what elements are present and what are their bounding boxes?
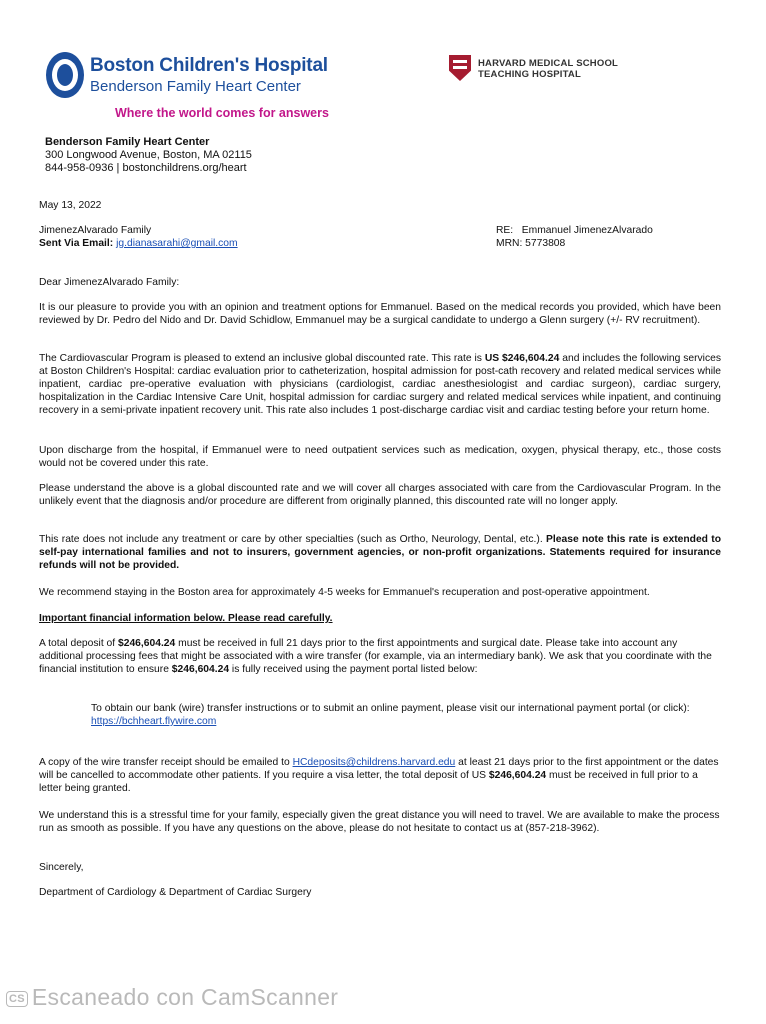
- sent-via-label: Sent Via Email:: [39, 238, 114, 249]
- re-label: RE:: [496, 225, 514, 236]
- payment-portal-link[interactable]: https://bchheart.flywire.com: [91, 716, 217, 727]
- deposits-email-link[interactable]: HCdeposits@childrens.harvard.edu: [292, 757, 456, 768]
- tagline: Where the world comes for answers: [115, 106, 329, 120]
- mrn: MRN: 5773808: [496, 238, 566, 249]
- center-name: Benderson Family Heart Center: [90, 78, 301, 95]
- paragraph-contact: We understand this is a stressful time for your family, especially given the great distance you will need to travel. We are available to make the process run as smooth as possible. If you have any questions on the above, please do not hesitate to contact us at (857-218-3962).: [39, 810, 720, 834]
- paragraph-rate: The Cardiovascular Program is pleased to extend an inclusive global discounted rate. This rate is US $246,604.24 and includes the following services at Boston Children's Hospital: cardiac evaluation prior to catheterization, hospital admission for post-cath recovery and related medical services while inpatient, cardiac pre-operative evaluation with physicians (cardiologist, cardiac anesthesiologist and cardiac surgeon), cardiac surgery, hospitalization in the Cardiac Intensive Care Unit, hospital admission for cardiac surgery and related medical services while inpatient, and continuing recovery in a semi-private inpatient recovery unit. This rate also includes 1 post-discharge cardiac visit and cardiac testing before your return home.: [39, 353, 721, 416]
- visa-deposit-amount: $246,604.24: [488, 770, 547, 781]
- harvard-line1: HARVARD MEDICAL SCHOOL: [478, 58, 619, 69]
- paragraph-portal: To obtain our bank (wire) transfer instructions or to submit an online payment, please visit our international payment portal (or click): https://bchheart.flywire.com: [91, 703, 690, 727]
- signature: Department of Cardiology & Department of Cardiac Surgery: [39, 887, 312, 898]
- salutation: Dear JimenezAlvarado Family:: [39, 277, 180, 288]
- sender-address: [45, 136, 252, 175]
- paragraph-exclusions: This rate does not include any treatment or care by other specialties (such as Ortho, Neurology, Dental, etc.). Please note this rate is extended to self-pay international families and not to insurers, government agencies, or non-profit organizations. Statements required for insurance refunds will not be provided.: [39, 534, 721, 571]
- sender-name: Benderson Family Heart Center: [45, 136, 210, 148]
- important-heading: Important financial information below. Please read carefully.: [39, 613, 333, 624]
- harvard-shield-icon: [449, 55, 471, 81]
- closing: Sincerely,: [39, 862, 84, 873]
- deposit-amount: $246,604.24: [118, 638, 176, 649]
- paragraph-global-rate: Please understand the above is a global discounted rate and we will cover all charges associated with care from the Cardiovascular Program. In the unlikely event that the diagnosis and/or procedure are different from originally planned, this discounted rate will no longer apply.: [39, 483, 721, 507]
- re-patient: Emmanuel JimenezAlvarado: [521, 225, 653, 236]
- bch-logo-icon: [46, 52, 84, 98]
- recipient-name: JimenezAlvarado Family: [39, 225, 152, 236]
- paragraph-opinion: It is our pleasure to provide you with an opinion and treatment options for Emmanuel. Based on the medical records you provided, which have been reviewed by Dr. Pedro del Nido and Dr. David Schidlow, Emmanuel may be a surgical candidate to undergo a Glenn surgery (+/- RV recruitment).: [39, 302, 721, 326]
- paragraph-stay: We recommend staying in the Boston area for approximately 4-5 weeks for Emmanuel's recuperation and post-operative appointment.: [39, 587, 650, 598]
- paragraph-deposit: A total deposit of $246,604.24 must be received in full 21 days prior to the first appointments and surgical date. Please take into account any additional processing fees that might be associated with a wire transfer (for example, via an intermediary bank). We ask that you coordinate with the financial institution to ensure $246,604.24 is fully received using the payment portal listed below:: [39, 638, 712, 675]
- camscanner-text: Escaneado con CamScanner: [31, 984, 339, 1010]
- paragraph-receipt: A copy of the wire transfer receipt should be emailed to HCdeposits@childrens.harvard.edu at least 21 days prior to the first appointment or the dates will be cancelled to accommodate other patients. If you require a visa letter, the total deposit of US $246,604.24 must be received in full prior to a letter being granted.: [39, 757, 719, 794]
- sender-contact: 844-958-0936 | bostonchildrens.org/heart: [45, 162, 247, 174]
- paragraph-discharge: Upon discharge from the hospital, if Emmanuel were to need outpatient services such as medication, oxygen, physical therapy, etc., those costs would not be covered under this rate.: [39, 445, 721, 469]
- rate-amount: US $246,604.24: [484, 353, 560, 364]
- camscanner-badge-icon: CS: [6, 991, 28, 1007]
- recipient-email-link[interactable]: jg.dianasarahi@gmail.com: [116, 238, 238, 249]
- self-pay-notice: Please note this rate is extended to self-pay international families and not to insurers, government agencies, or non-profit organizations. Statements required for insurance refunds will not be provided.: [39, 534, 721, 571]
- recipient-email-line: [39, 237, 238, 250]
- harvard-line2: TEACHING HOSPITAL: [478, 69, 581, 80]
- camscanner-watermark: [6, 984, 338, 1011]
- sender-street: 300 Longwood Avenue, Boston, MA 02115: [45, 149, 252, 161]
- deposit-amount-2: $246,604.24: [171, 664, 230, 675]
- hospital-name: Boston Children's Hospital: [90, 55, 328, 76]
- re-line: [496, 224, 653, 237]
- letter-date: May 13, 2022: [39, 200, 102, 211]
